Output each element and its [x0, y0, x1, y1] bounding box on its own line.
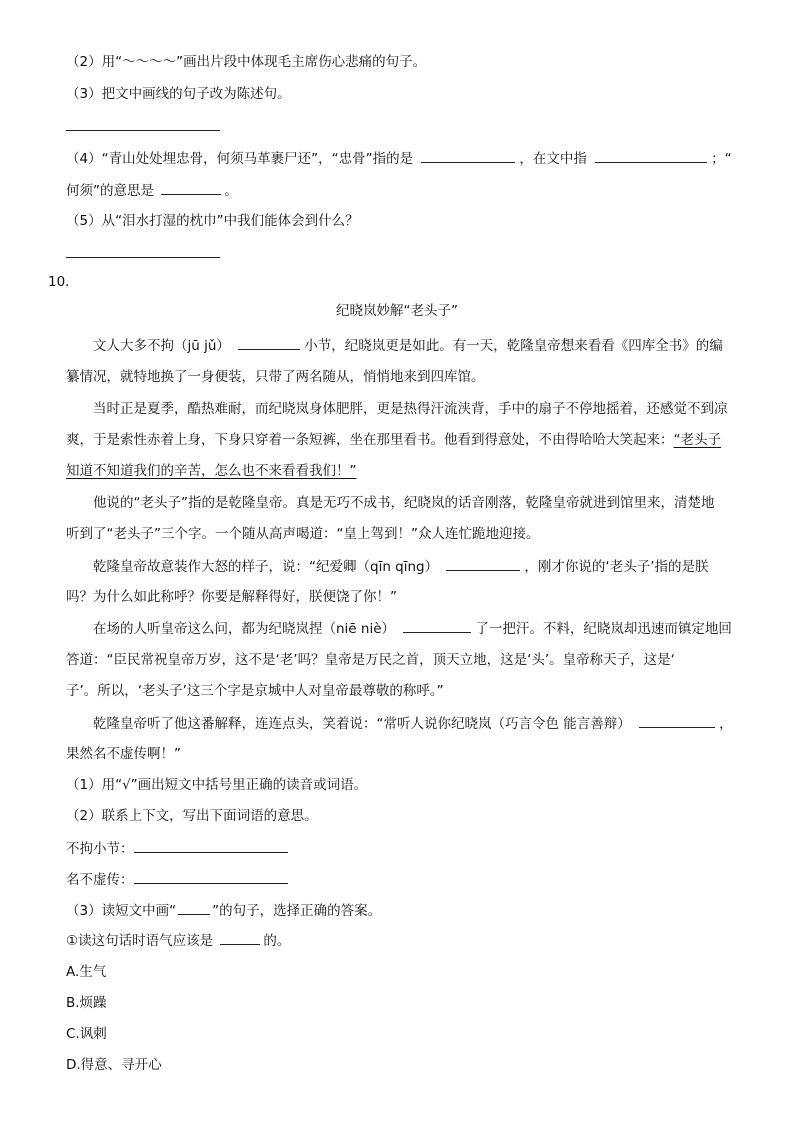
p1-blank[interactable] — [238, 335, 300, 350]
p1-line1: 文人大多不拘（jū jǔ） 小节，纪晓岚更是如此。有一天，乾隆皇帝想来看看《四库全书》的编 — [93, 335, 723, 356]
option-d[interactable]: D.得意、寻开心 — [66, 1057, 162, 1073]
p2-line1: 当时正是夏季，酷热难耐，而纪晓岚身体肥胖，更是热得汗流浃背，手中的扇子不停地摇着，还感觉不到凉 — [93, 401, 728, 417]
q10-sub3: （3）读短文中画“ ”的句子，选择正确的答案。 — [66, 900, 381, 921]
p6-line1: 乾隆皇帝听了他这番解释，连连点头，笑着说：“常听人说你纪晓岚（巧言令色 能言善辩） ， — [93, 713, 733, 734]
underlined-sentence-start: “老头子 — [673, 432, 721, 448]
p4-line1: 乾隆皇帝故意装作大怒的样子，说：“纪爱卿（qīn qīng） ，刚才你说的‘老头子’指的是朕 — [93, 556, 709, 577]
p2-line2: 爽，于是索性赤着上身，下身只穿着一条短裤，坐在那里看书。他看到得意处，不由得哈哈大笑起来：“老头子 — [66, 432, 721, 448]
mc-stem: ①读这句话时语气应该是 的。 — [66, 930, 290, 951]
passage-title: 纪晓岚妙解“老头子” — [336, 303, 458, 319]
p5-blank[interactable] — [403, 618, 471, 633]
q9-sub4-line2: 何须”的意思是 。 — [66, 180, 238, 201]
underlined-sentence-end: 知道不知道我们的辛苦，怎么也不来看看我们！” — [66, 463, 357, 479]
q9-sub2: （2）用“～～～～”画出片段中体现毛主席伤心悲痛的句子。 — [66, 54, 427, 70]
p3-line2: 听到了“老头子”三个字。一个随从高声喝道：“皇上驾到！”众人连忙跪地迎接。 — [66, 526, 540, 542]
underline-sample — [178, 900, 210, 915]
q9-sub4-blank3[interactable] — [161, 180, 221, 195]
p4-line2: 吗？为什么如此称呼？你要是解释得好，朕便饶了你！” — [66, 589, 397, 605]
q9-sub4-blank2[interactable] — [595, 148, 707, 163]
q10-sub1: （1）用“√”画出短文中括号里正确的读音或词语。 — [66, 777, 368, 793]
p1-line2: 纂情况，就特地换了一身便装，只带了两名随从，悄悄地来到四库馆。 — [66, 369, 485, 385]
word1-row: 不拘小节： — [66, 838, 288, 859]
p5-line1: 在场的人听皇帝这么问，都为纪晓岚捏（niē niè） 了一把汗。不料，纪晓岚却迅速而镇定地回 — [93, 618, 732, 639]
p5-line2: 答道：“臣民常祝皇帝万岁，这不是‘老’吗？皇帝是万民之首，顶天立地，这是‘头’。皇帝称天子，这是‘ — [66, 652, 675, 668]
p6-blank[interactable] — [639, 713, 715, 728]
p4-blank[interactable] — [446, 556, 520, 571]
q9-sub4-line1: （4）“青山处处埋忠骨，何须马革裹尸还”，“忠骨”指的是 ，在文中指 ；“ — [66, 148, 732, 169]
p6-line2: 果然名不虚传啊！” — [66, 746, 181, 762]
q9-sub3-answer-line[interactable] — [66, 130, 220, 131]
q9-sub5-answer-line[interactable] — [66, 257, 220, 258]
q9-sub3: （3）把文中画线的句子改为陈述句。 — [66, 86, 291, 102]
option-a[interactable]: A.生气 — [66, 964, 107, 980]
option-b[interactable]: B.烦躁 — [66, 995, 107, 1011]
q9-sub5: （5）从“泪水打湿的枕巾”中我们能体会到什么？ — [66, 213, 359, 229]
p5-line3: 子’。所以，‘老头子’这三个字是京城中人对皇帝最尊敬的称呼。” — [66, 683, 444, 699]
mc-blank[interactable] — [220, 930, 260, 945]
word1-answer-line[interactable] — [134, 838, 288, 853]
word2-answer-line[interactable] — [134, 869, 288, 884]
q9-sub4-blank1[interactable] — [421, 148, 515, 163]
option-c[interactable]: C.讽刺 — [66, 1026, 107, 1042]
q10-sub2: （2）联系上下文，写出下面词语的意思。 — [66, 808, 318, 824]
word2-row: 名不虚传： — [66, 869, 288, 890]
q10-number: 10． — [48, 274, 79, 290]
p3-line1: 他说的“老头子”指的是乾隆皇帝。真是无巧不成书，纪晓岚的话音刚落，乾隆皇帝就进到馆里来，清楚地 — [93, 495, 715, 511]
